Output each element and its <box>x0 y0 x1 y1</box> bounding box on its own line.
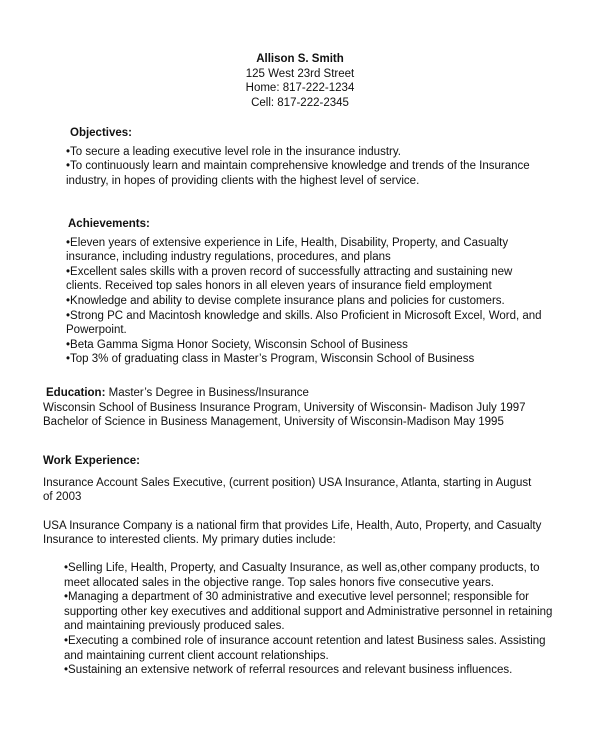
education-line: Bachelor of Science in Business Management, University of Wisconsin-Madison May 1995 <box>43 416 504 429</box>
duty-item: •Sustaining an extensive network of referral resources and relevant business influences. <box>64 664 513 677</box>
resume-header <box>0 52 600 110</box>
duty-item: •Managing a department of 30 administrative and executive level personnel; responsible for supporting other key executives and additional support and Administrative personnel in retaining and maintaining previously produced sales. <box>64 591 553 633</box>
achievement-item: •Knowledge and ability to devise complete insurance plans and policies for customers. <box>66 294 505 307</box>
achievements-heading: Achievements: <box>68 218 150 230</box>
education-section <box>43 386 573 430</box>
address: 125 West 23rd Street <box>245 67 355 80</box>
duty-item: •Selling Life, Health, Property, and Casualty Insurance, as well as,other company products, to meet allocated sales in the objective range. Top sales honors five consecutive years. <box>64 562 540 589</box>
work-section <box>43 454 543 548</box>
objectives-heading: Objectives: <box>70 127 132 139</box>
education-heading: Education: <box>46 387 106 399</box>
achievement-item: •Top 3% of graduating class in Master’s Program, Wisconsin School of Business <box>66 353 475 366</box>
achievement-item: •Strong PC and Macintosh knowledge and skills. Also Proficient in Microsoft Excel, Word, and Powerpoint. <box>66 309 542 337</box>
achievements-section <box>66 217 551 367</box>
objectives-section <box>66 126 536 188</box>
education-line: Wisconsin School of Business Insurance Program, University of Wisconsin- Madison July 1997 <box>43 401 526 414</box>
work-position: Insurance Account Sales Executive, (current position) USA Insurance, Atlanta, starting in August of 2003 <box>43 476 532 504</box>
duty-item: •Executing a combined role of insurance account retention and latest Business sales. Assisting and maintaining current client account relationships. <box>64 634 546 662</box>
achievement-item: •Eleven years of extensive experience in Life, Health, Disability, Property, and Casualty insurance, including industry regulations, procedures, and plans <box>66 236 509 264</box>
work-heading: Work Experience: <box>43 455 140 467</box>
company-description: USA Insurance Company is a national firm that provides Life, Health, Auto, Property, and Casualty Insurance to interested clients. My primary duties include: <box>43 519 542 547</box>
achievement-item: •Excellent sales skills with a proven record of successfully attracting and sustaining new clients. Received top sales honors in all eleven years of insurance field employment <box>66 265 513 293</box>
achievement-item: •Beta Gamma Sigma Honor Society, Wisconsin School of Business <box>66 338 408 351</box>
candidate-name: Allison S. Smith <box>256 53 344 65</box>
cell-phone: Cell: 817-222-2345 <box>251 96 349 109</box>
objective-item: •To secure a leading executive level role in the insurance industry. <box>66 145 401 158</box>
education-degree: Master’s Degree in Business/Insurance <box>105 387 309 399</box>
education-degree-line <box>46 386 573 401</box>
objective-item: •To continuously learn and maintain comprehensive knowledge and trends of the Insurance industry, in hopes of providing clients with the highest level of service. <box>66 160 530 187</box>
home-phone: Home: 817-222-1234 <box>245 82 355 95</box>
duties-list <box>64 561 554 678</box>
